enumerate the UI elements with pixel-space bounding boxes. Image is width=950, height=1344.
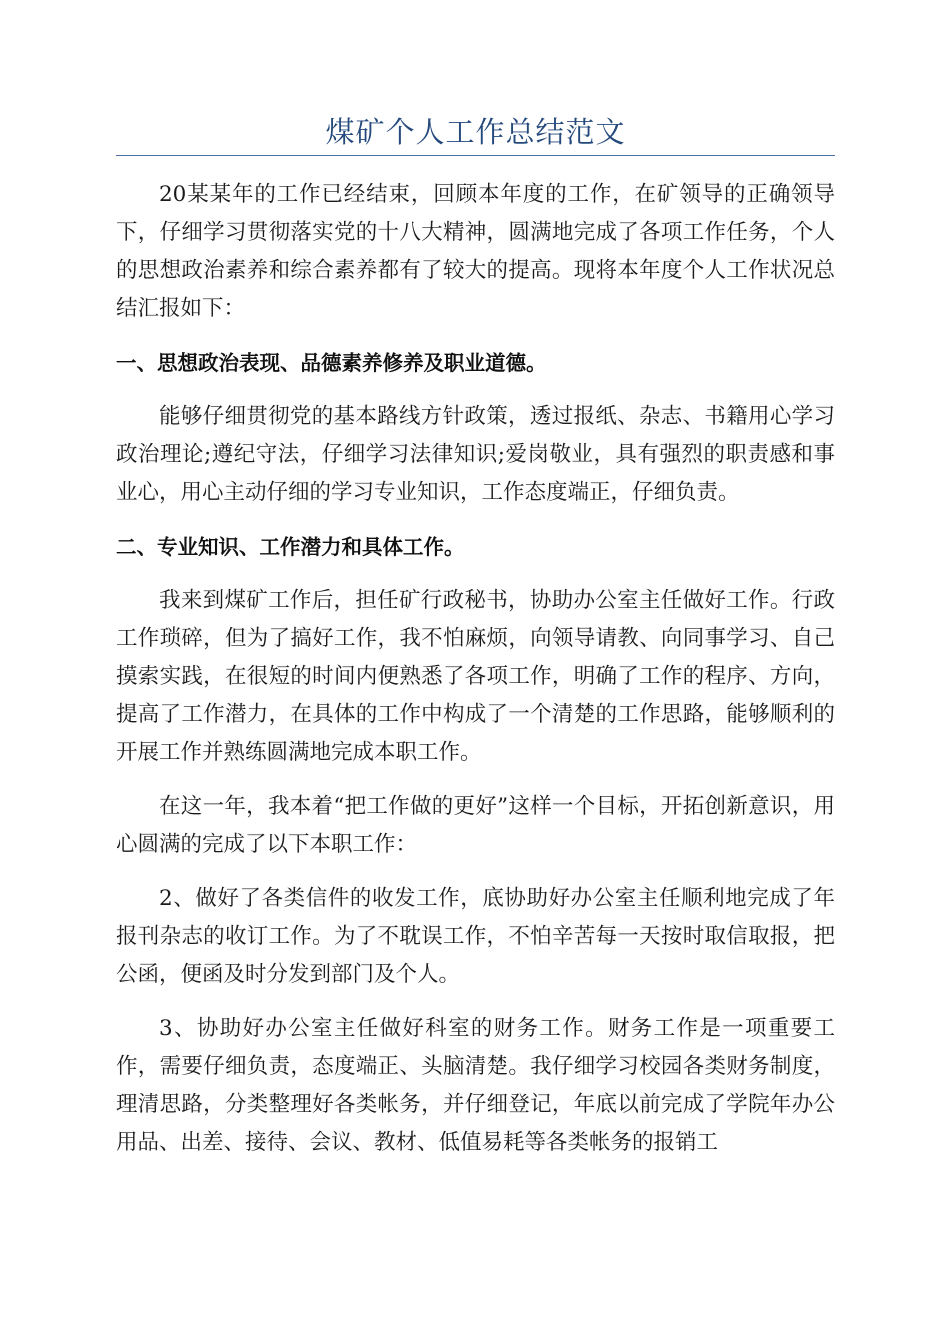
- section-heading-2: 二、专业知识、工作潜力和具体工作。: [116, 535, 465, 559]
- document-title: 煤矿个人工作总结范文: [325, 115, 626, 149]
- item-3-paragraph: 3、协助好办公室主任做好科室的财务工作。财务工作是一项重要工作，需要仔细负责，态度端正、头脑清楚。我仔细学习校园各类财务制度，理清思路，分类整理好各类帐务，并仔细登记，年底以前完成了学院年办公用品、出差、接待、会议、教材、低值易耗等各类帐务的报销工: [116, 1016, 835, 1155]
- title-underline: [116, 155, 835, 156]
- section-heading-1: 一、思想政治表现、品德素养修养及职业道德。: [116, 351, 547, 375]
- intro-paragraph: 20某某年的工作已经结束，回顾本年度的工作，在矿领导的正确领导下，仔细学习贯彻落实党的十八大精神，圆满地完成了各项工作任务，个人的思想政治素养和综合素养都有了较大的提高。现将本年度个人工作状况总结汇报如下：: [116, 182, 835, 321]
- section-1-paragraph: 能够仔细贯彻党的基本路线方针政策，透过报纸、杂志、书籍用心学习政治理论;遵纪守法，仔细学习法律知识;爱岗敬业，具有强烈的职责感和事业心，用心主动仔细的学习专业知识，工作态度端正，仔细负责。: [116, 404, 835, 505]
- document-body: [116, 176, 835, 1178]
- goal-paragraph: 在这一年，我本着“把工作做的更好”这样一个目标，开拓创新意识，用心圆满的完成了以下本职工作：: [116, 794, 835, 857]
- item-2-paragraph: 2、做好了各类信件的收发工作，底协助好办公室主任顺利地完成了年报刊杂志的收订工作。为了不耽误工作，不怕辛苦每一天按时取信取报，把公函，便函及时分发到部门及个人。: [116, 886, 835, 987]
- section-2-paragraph: 我来到煤矿工作后，担任矿行政秘书，协助办公室主任做好工作。行政工作琐碎，但为了搞好工作，我不怕麻烦，向领导请教、向同事学习、自己摸索实践，在很短的时间内便熟悉了各项工作，明确了工作的程序、方向，提高了工作潜力，在具体的工作中构成了一个清楚的工作思路，能够顺利的开展工作并熟练圆满地完成本职工作。: [116, 588, 835, 765]
